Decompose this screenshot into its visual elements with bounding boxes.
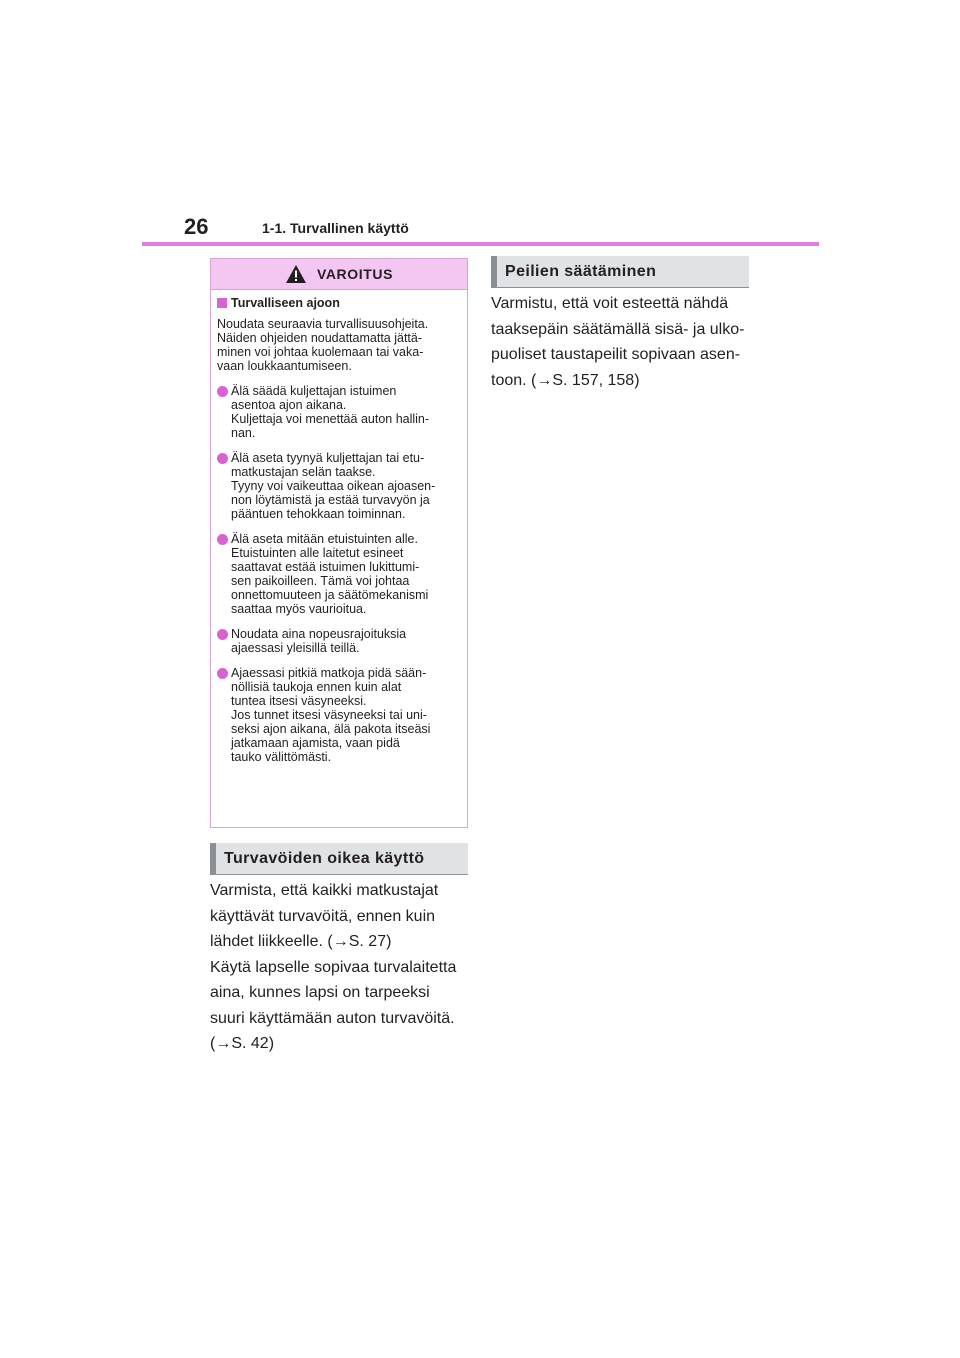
page-number: 26 <box>184 214 209 239</box>
square-bullet-icon <box>217 298 227 308</box>
warning-header <box>211 259 467 290</box>
dot-bullet-icon <box>217 668 228 679</box>
warning-item <box>217 627 461 655</box>
mirror-body: Varmistu, että voit esteettä nähdä taaksepäin säätämällä sisä- ja ulko- puoliset taustapeilit sopivaan asen- toon. (→S. 157, 158) <box>491 295 745 389</box>
warning-item-text: Noudata aina nopeusrajoituksia ajaessasi yleisillä teillä. <box>231 627 407 655</box>
dot-bullet-icon <box>217 534 228 545</box>
header-rule <box>142 242 819 246</box>
warning-subheading-text: Turvalliseen ajoon <box>231 296 340 310</box>
warning-item-text: Ajaessasi pitkiä matkoja pidä sään- nöllisiä taukoja ennen kuin alat tuntea itsesi väsyneeksi. Jos tunnet itsesi väsyneeksi tai uni- seksi ajon aikana, älä pakota itseäsi jatkamaan ajamista, vaan pidä tauko välittömästi. <box>231 666 431 764</box>
seatbelt-body: Varmista, että kaikki matkustajat käyttävät turvavöitä, ennen kuin lähdet liikkeelle. (→S. 27) Käytä lapselle sopivaa turvalaitetta aina, kunnes lapsi on tarpeeksi suuri käyttämään auton turvavöitä. (→S. 42) <box>210 882 457 1052</box>
warning-body <box>211 290 467 764</box>
seatbelt-heading: Turvavöiden oikea käyttö <box>210 843 468 875</box>
warning-title: VAROITUS <box>316 266 394 282</box>
warning-item-text: Älä aseta mitään etuistuinten alle. Etuistuinten alle laitetut esineet saattavat estää istuimen lukittumi- sen paikoilleen. Tämä voi johtaa onnettomuuteen ja säätömekanismi saattaa myös vaurioitua. <box>231 532 429 616</box>
dot-bullet-icon <box>217 386 228 397</box>
warning-item-text: Älä säädä kuljettajan istuimen asentoa ajon aikana. Kuljettaja voi menettää auton hallin- nan. <box>231 384 430 440</box>
warning-item-text: Älä aseta tyynyä kuljettajan tai etu- matkustajan selän taakse. Tyyny voi vaikeuttaa oikean ajoasen- non löytämistä ja estää turvavyön ja pääntuen tehokkaan toiminnan. <box>231 451 436 521</box>
warning-item <box>217 451 461 521</box>
warning-intro: Noudata seuraavia turvallisuusohjeita. Näiden ohjeiden noudattamatta jättä- minen voi johtaa kuolemaan tai vaka- vaan loukkaantumiseen. <box>217 317 429 373</box>
warning-subheading <box>217 296 461 311</box>
mirror-heading: Peilien säätäminen <box>491 256 749 288</box>
warning-triangle-icon <box>285 264 307 284</box>
warning-item <box>217 384 461 440</box>
section-title: 1-1. Turvallinen käyttö <box>262 220 409 236</box>
warning-box <box>210 258 468 828</box>
dot-bullet-icon <box>217 453 228 464</box>
warning-item <box>217 666 461 764</box>
dot-bullet-icon <box>217 629 228 640</box>
warning-item <box>217 532 461 616</box>
